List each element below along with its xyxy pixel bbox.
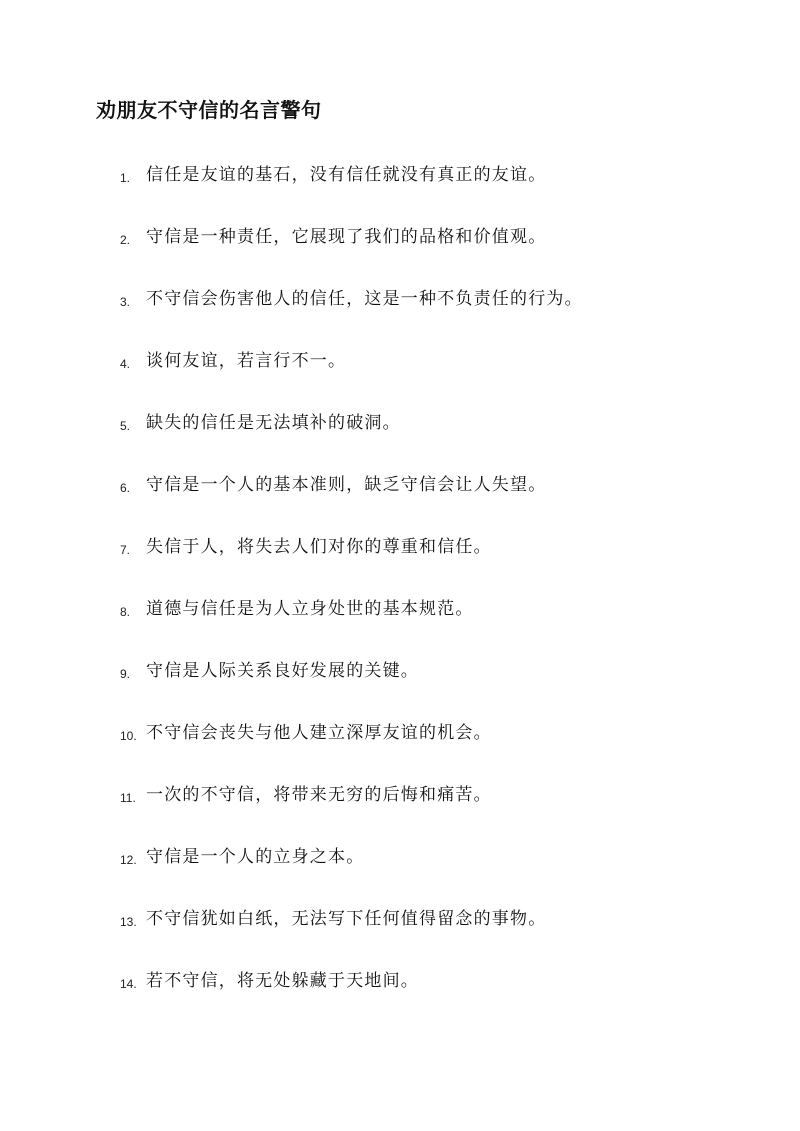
list-item: [0, 842, 800, 904]
item-text: 信任是友谊的基石，没有信任就没有真正的友谊。: [146, 165, 547, 185]
item-number: 2.: [120, 233, 131, 247]
item-text: 谈何友谊，若言行不一。: [146, 351, 347, 371]
item-number: 9.: [120, 667, 131, 681]
list-item: [0, 656, 800, 718]
item-text: 守信是一种责任，它展现了我们的品格和价值观。: [146, 227, 547, 247]
item-number: 5.: [120, 419, 131, 433]
item-number: 10.: [120, 729, 137, 743]
item-number: 12.: [120, 853, 137, 867]
item-number: 11.: [120, 791, 136, 805]
list-item: [0, 284, 800, 346]
item-text: 道德与信任是为人立身处世的基本规范。: [146, 599, 474, 619]
list-item: [0, 346, 800, 408]
item-text: 若不守信，将无处躲藏于天地间。: [146, 971, 419, 991]
item-number: 6.: [120, 481, 131, 495]
item-number: 3.: [120, 295, 131, 309]
item-text: 不守信犹如白纸，无法写下任何值得留念的事物。: [146, 909, 547, 929]
list-item: [0, 966, 800, 1028]
item-number: 14.: [120, 977, 137, 991]
list-item: [0, 718, 800, 780]
item-number: 4.: [120, 357, 131, 371]
item-number: 8.: [120, 605, 131, 619]
item-number: 13.: [120, 915, 137, 929]
list-item: [0, 532, 800, 594]
list-item: [0, 160, 800, 222]
list-item: [0, 222, 800, 284]
list-item: [0, 408, 800, 470]
item-text: 不守信会伤害他人的信任，这是一种不负责任的行为。: [146, 289, 583, 309]
item-text: 守信是人际关系良好发展的关键。: [146, 661, 419, 681]
item-text: 一次的不守信，将带来无穷的后悔和痛苦。: [146, 785, 492, 805]
item-text: 不守信会丧失与他人建立深厚友谊的机会。: [146, 723, 492, 743]
item-text: 守信是一个人的基本准则，缺乏守信会让人失望。: [146, 475, 547, 495]
quote-list: [0, 160, 800, 1028]
list-item: [0, 594, 800, 656]
page-title: 劝朋友不守信的名言警句: [96, 98, 322, 122]
item-text: 守信是一个人的立身之本。: [146, 847, 365, 867]
item-text: 失信于人，将失去人们对你的尊重和信任。: [146, 537, 492, 557]
list-item: [0, 904, 800, 966]
item-number: 1.: [120, 171, 131, 185]
list-item: [0, 470, 800, 532]
list-item: [0, 780, 800, 842]
item-text: 缺失的信任是无法填补的破洞。: [146, 413, 401, 433]
item-number: 7.: [120, 543, 131, 557]
